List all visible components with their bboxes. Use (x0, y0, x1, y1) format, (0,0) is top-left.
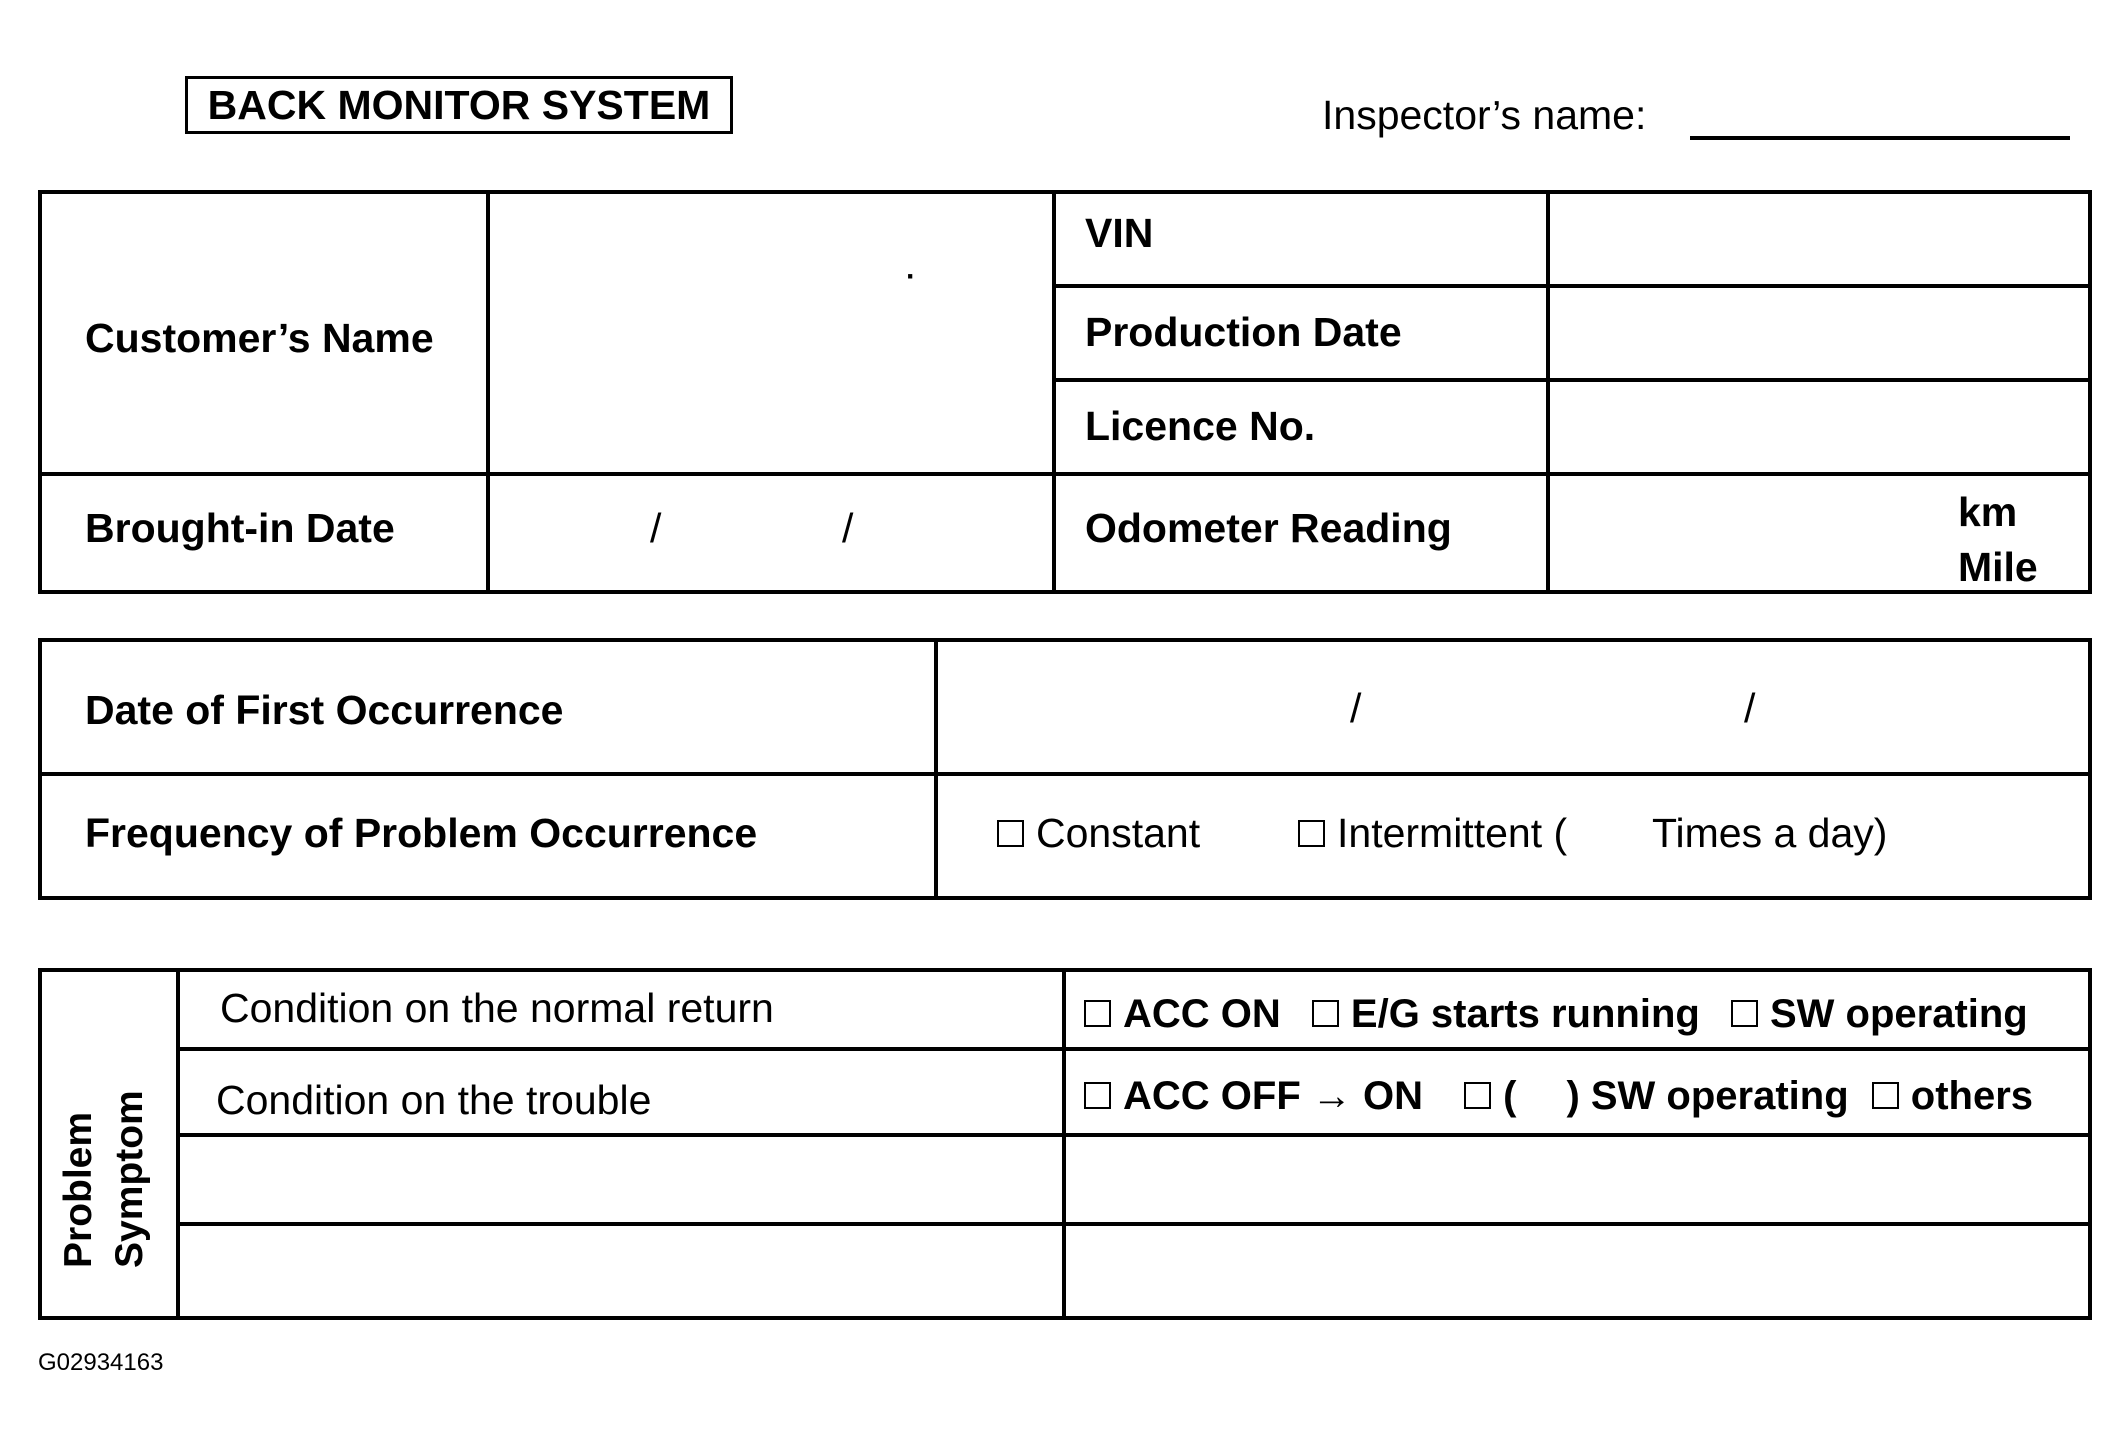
constant-checkbox[interactable] (997, 820, 1024, 847)
table-border-left (38, 190, 42, 594)
table-divider (38, 772, 2092, 776)
times-a-day-label: Times a day) (1652, 810, 1888, 856)
eg-starts-label: E/G starts running (1350, 992, 1700, 1036)
acc-off-on-label: ACC OFF → ON (1123, 1074, 1423, 1118)
vin-label: VIN (1085, 210, 1154, 256)
table-border-right (2088, 968, 2092, 1320)
odometer-unit-mile: Mile (1958, 544, 2038, 590)
table-divider (1052, 190, 1056, 594)
licence-no-field[interactable] (1550, 382, 2088, 472)
others-option[interactable] (1872, 1074, 2033, 1118)
blank-row-label-field[interactable] (180, 1226, 1062, 1316)
table-border-bottom (38, 896, 2092, 900)
first-occurrence-field[interactable] (938, 642, 2088, 772)
custom-sw-checkbox[interactable] (1464, 1082, 1491, 1109)
acc-off-on-checkbox[interactable] (1084, 1082, 1111, 1109)
others-checkbox[interactable] (1872, 1082, 1899, 1109)
odometer-reading-label: Odometer Reading (1085, 505, 1452, 551)
customer-name-label: Customer’s Name (85, 315, 434, 361)
vin-field[interactable] (1550, 194, 2088, 284)
odometer-reading-field[interactable] (1550, 476, 1930, 590)
table-divider (176, 1047, 2092, 1051)
brought-in-date-label: Brought-in Date (85, 505, 395, 551)
inspector-name-label: Inspector’s name: (1322, 92, 1647, 138)
customer-name-field[interactable] (490, 194, 1052, 472)
table-border-right (2088, 190, 2092, 594)
intermittent-checkbox[interactable] (1298, 820, 1325, 847)
acc-on-checkbox[interactable] (1084, 1000, 1111, 1027)
customer-name-mark: · (906, 260, 916, 293)
licence-no-label: Licence No. (1085, 403, 1316, 449)
table-border-left (38, 638, 42, 900)
custom-sw-label: ) SW operating (1566, 1074, 1849, 1118)
date-separator: / (1350, 685, 1362, 731)
first-occurrence-label: Date of First Occurrence (85, 687, 564, 733)
side-label-line2: Symptom (107, 1090, 151, 1268)
odometer-unit-km: km (1958, 489, 2018, 535)
date-separator: / (650, 505, 662, 551)
trouble-condition-options (1084, 1076, 2033, 1116)
custom-sw-open-paren: ( (1503, 1074, 1517, 1118)
constant-option[interactable] (997, 810, 1201, 856)
normal-return-options (1084, 994, 2028, 1034)
others-label: others (1910, 1074, 2034, 1118)
form-title: BACK MONITOR SYSTEM (185, 76, 733, 134)
trouble-condition-label: Condition on the trouble (216, 1077, 652, 1123)
blank-row-label-field[interactable] (180, 1137, 1062, 1222)
eg-starts-checkbox[interactable] (1312, 1000, 1339, 1027)
production-date-field[interactable] (1550, 288, 2088, 378)
intermittent-label: Intermittent ( (1337, 810, 1568, 856)
side-label-line1: Problem (57, 1111, 100, 1268)
date-separator: / (842, 505, 854, 551)
normal-return-label: Condition on the normal return (220, 985, 774, 1031)
date-separator: / (1744, 685, 1756, 731)
sw-operating-label: SW operating (1769, 992, 2028, 1036)
acc-off-on-option[interactable] (1084, 1074, 1423, 1118)
table-border-right (2088, 638, 2092, 900)
blank-row-value-field[interactable] (1066, 1226, 2088, 1316)
intermittent-option[interactable] (1298, 810, 1568, 856)
blank-row-value-field[interactable] (1066, 1137, 2088, 1222)
table-border-left (38, 968, 42, 1320)
sw-operating-checkbox[interactable] (1731, 1000, 1758, 1027)
constant-label: Constant (1036, 810, 1201, 856)
problem-symptom-side-label (54, 1090, 155, 1268)
sw-operating-option[interactable] (1731, 992, 2028, 1036)
figure-code: G02934163 (38, 1349, 164, 1376)
custom-sw-option[interactable] (1464, 1074, 1849, 1118)
inspector-name-field[interactable] (1690, 136, 2070, 140)
frequency-label: Frequency of Problem Occurrence (85, 810, 758, 856)
table-border-bottom (38, 590, 2092, 594)
brought-in-date-field[interactable] (490, 476, 1052, 590)
eg-starts-option[interactable] (1312, 992, 1700, 1036)
production-date-label: Production Date (1085, 309, 1402, 355)
acc-on-option[interactable] (1084, 992, 1281, 1036)
acc-on-label: ACC ON (1123, 992, 1281, 1036)
